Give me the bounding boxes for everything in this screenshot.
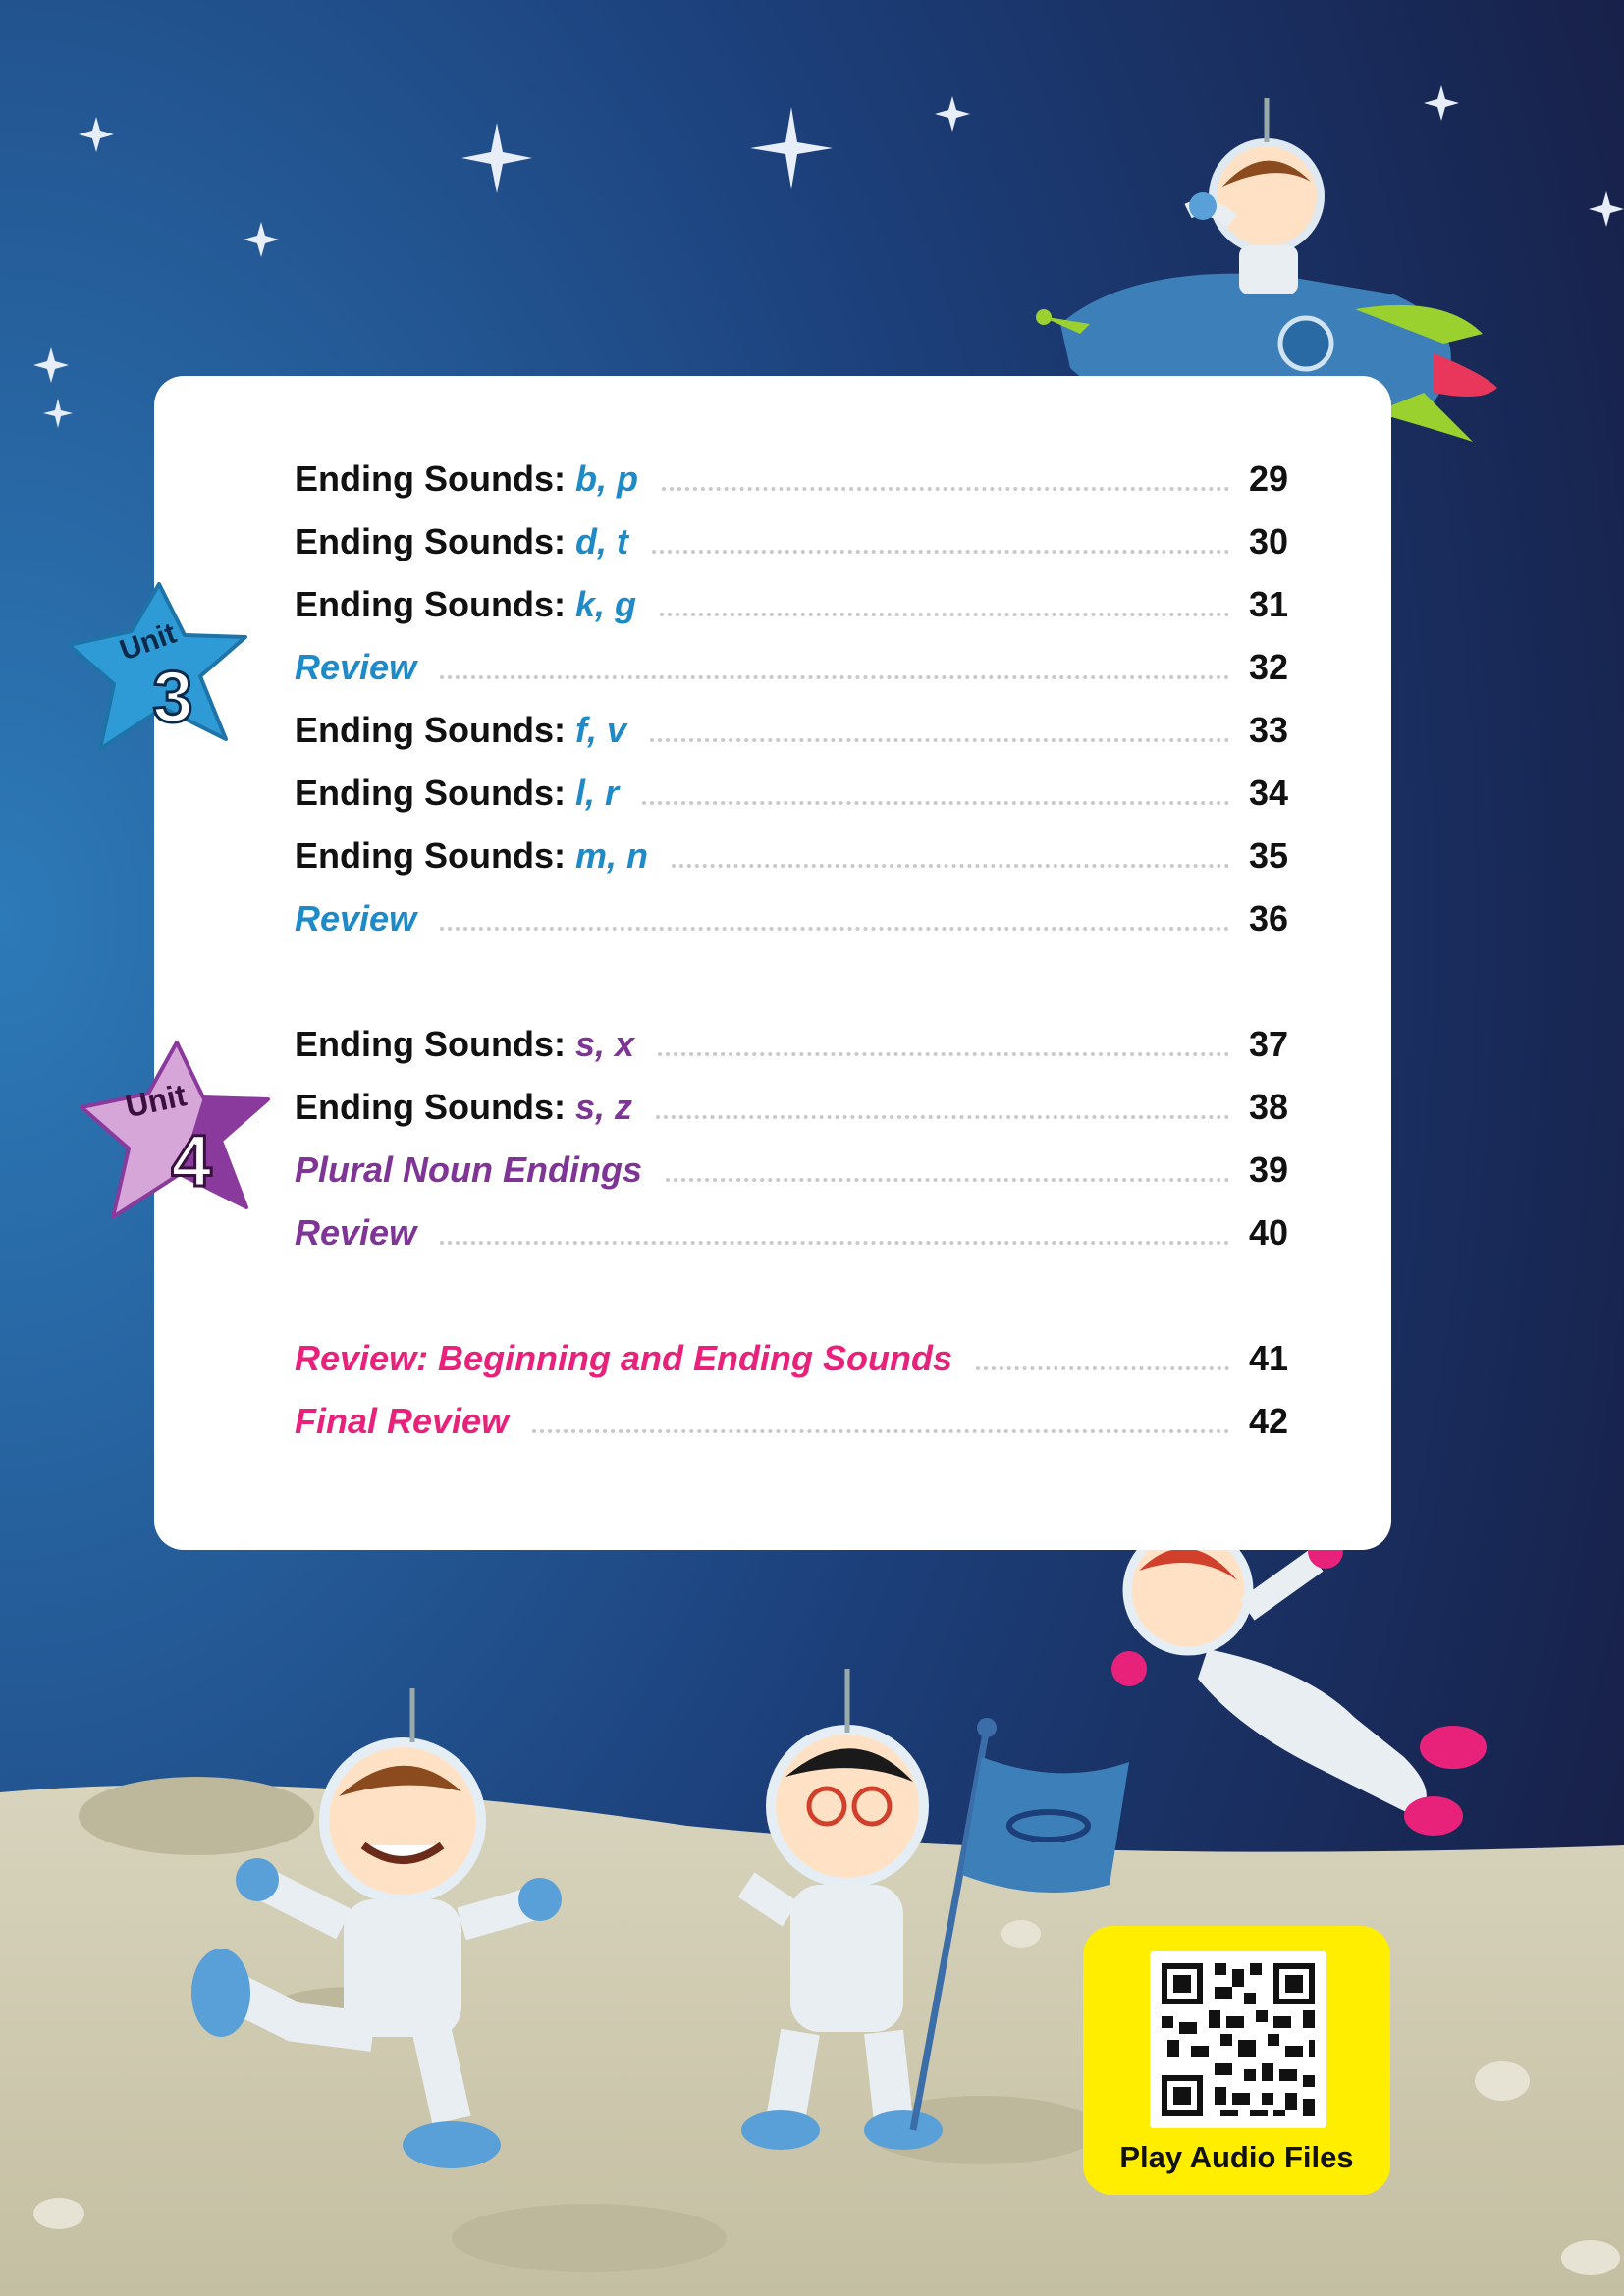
toc-title <box>295 710 626 751</box>
unit-4-label: Unit <box>122 1077 189 1125</box>
toc-accent: l, r <box>574 773 619 813</box>
dot-leader <box>662 487 1229 491</box>
dot-leader <box>658 1052 1229 1056</box>
toc-title <box>295 1212 416 1254</box>
toc-prefix: Ending Sounds: <box>295 521 575 561</box>
unit-3-badge <box>61 574 257 771</box>
dot-leader <box>672 864 1229 868</box>
toc-page-number: 30 <box>1248 521 1288 561</box>
dot-leader <box>440 1241 1229 1245</box>
toc-title <box>295 1149 642 1191</box>
dot-leader <box>666 1178 1229 1182</box>
toc-row[interactable] <box>295 893 1288 944</box>
toc-accent: s, x <box>574 1024 635 1064</box>
dot-leader <box>656 1115 1229 1119</box>
toc-page-number: 36 <box>1248 898 1288 938</box>
toc-accent: Review <box>295 647 417 687</box>
toc-page-number: 35 <box>1248 835 1288 876</box>
toc-title <box>295 773 619 814</box>
toc-row[interactable] <box>295 1145 1288 1196</box>
toc-row[interactable] <box>295 830 1288 881</box>
toc-title <box>295 458 638 500</box>
toc-title <box>295 1024 634 1065</box>
toc-title <box>295 521 628 562</box>
toc-row[interactable] <box>295 579 1288 630</box>
play-audio-files-label[interactable]: Play Audio Files <box>1119 2140 1354 2174</box>
toc-prefix: Ending Sounds: <box>295 773 575 813</box>
toc-accent: m, n <box>574 835 648 876</box>
toc-page-number: 41 <box>1248 1338 1288 1378</box>
unit-3-label: Unit <box>115 616 181 667</box>
toc-row[interactable] <box>295 1019 1288 1070</box>
toc-accent: Plural Noun Endings <box>295 1149 643 1190</box>
unit-3-number: 3 <box>152 656 193 737</box>
toc-accent: Review <box>295 898 417 938</box>
toc-prefix: Ending Sounds: <box>295 1024 575 1064</box>
toc-prefix: Ending Sounds: <box>295 1087 575 1127</box>
toc-accent: s, z <box>574 1087 632 1127</box>
toc-page-number: 40 <box>1248 1212 1288 1253</box>
dot-leader <box>660 613 1229 616</box>
toc-accent: d, t <box>574 521 628 561</box>
toc-prefix: Ending Sounds: <box>295 835 575 876</box>
toc-accent: Review: Beginning and Ending Sounds <box>295 1338 953 1378</box>
toc-accent: f, v <box>574 710 626 750</box>
dot-leader <box>440 927 1229 931</box>
toc-row[interactable] <box>295 516 1288 567</box>
toc-row[interactable] <box>295 768 1288 819</box>
toc-title <box>295 1401 509 1442</box>
dot-leader <box>976 1366 1229 1370</box>
toc-row[interactable] <box>295 454 1288 505</box>
toc-row[interactable] <box>295 1396 1288 1447</box>
dot-leader <box>440 675 1229 679</box>
dot-leader <box>532 1429 1229 1433</box>
qr-code-icon[interactable] <box>1150 1951 1326 2128</box>
toc-title <box>295 1338 952 1379</box>
toc-accent: b, p <box>574 458 638 499</box>
toc-page-number: 31 <box>1248 584 1288 624</box>
toc-row[interactable] <box>295 1207 1288 1258</box>
toc-page-number: 37 <box>1248 1024 1288 1064</box>
unit-4-badge <box>74 1033 280 1239</box>
toc-title <box>295 647 416 688</box>
toc-page-number: 38 <box>1248 1087 1288 1127</box>
toc-title <box>295 584 636 625</box>
toc-page-number: 29 <box>1248 458 1288 499</box>
toc-title <box>295 898 416 939</box>
toc-row[interactable] <box>295 705 1288 756</box>
toc-accent: Final Review <box>295 1401 510 1441</box>
toc-row[interactable] <box>295 1333 1288 1384</box>
toc-page-number: 33 <box>1248 710 1288 750</box>
toc-title <box>295 835 648 877</box>
toc-prefix: Ending Sounds: <box>295 458 575 499</box>
toc-page-number: 34 <box>1248 773 1288 813</box>
toc-accent: k, g <box>574 584 636 624</box>
toc-page-number: 39 <box>1248 1149 1288 1190</box>
toc-prefix: Ending Sounds: <box>295 710 575 750</box>
dot-leader <box>642 801 1229 805</box>
toc-accent: Review <box>295 1212 417 1253</box>
unit-4-number: 4 <box>171 1120 212 1201</box>
toc-prefix: Ending Sounds: <box>295 584 575 624</box>
toc-page-number: 42 <box>1248 1401 1288 1441</box>
toc-page-number: 32 <box>1248 647 1288 687</box>
audio-qr-panel[interactable] <box>1083 1926 1390 2195</box>
dot-leader <box>652 550 1229 554</box>
toc-row[interactable] <box>295 1082 1288 1133</box>
toc-title <box>295 1087 632 1128</box>
dot-leader <box>650 738 1229 742</box>
toc-row[interactable] <box>295 642 1288 693</box>
